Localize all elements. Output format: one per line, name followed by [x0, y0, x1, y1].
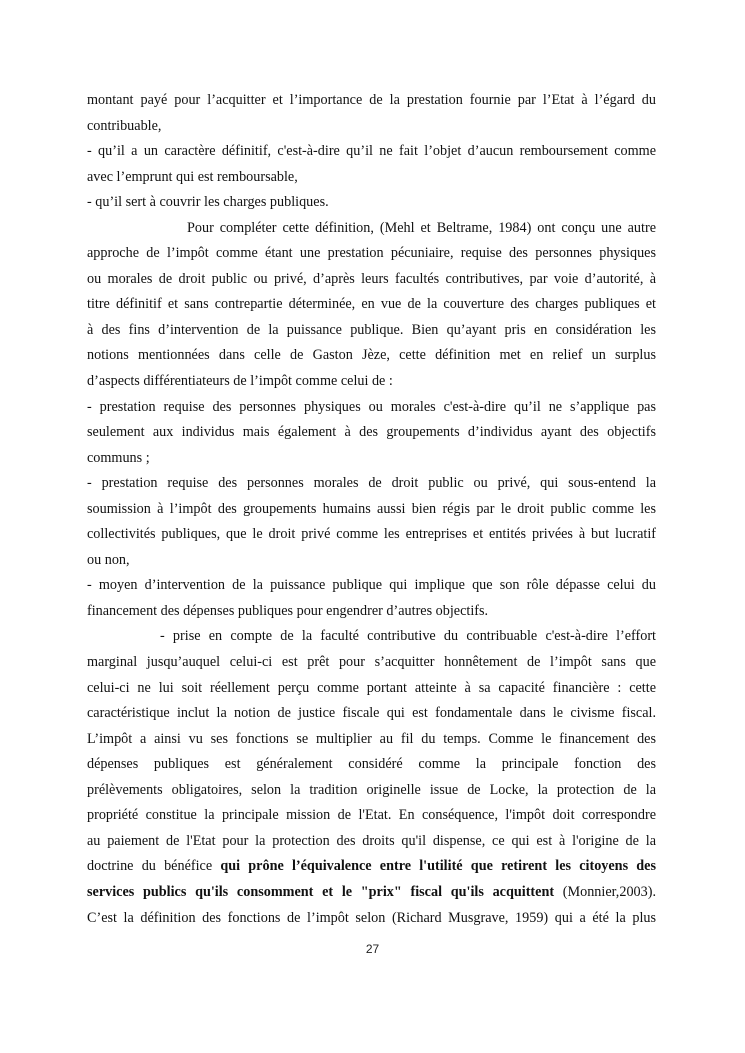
text-line	[87, 395, 656, 421]
document-body	[87, 88, 656, 931]
text-line	[87, 548, 656, 574]
text-line	[87, 114, 656, 140]
text-line	[87, 854, 656, 880]
text-line	[87, 599, 656, 625]
text-span: prélèvements obligatoires, selon la tradition originelle issue de Locke, la protection de la	[87, 781, 656, 798]
text-line	[87, 369, 656, 395]
text-line	[87, 216, 656, 242]
text-line	[87, 420, 656, 446]
text-span: ou non,	[87, 551, 130, 568]
text-line	[87, 497, 656, 523]
text-span: notions mentionnées dans celle de Gaston Jèze, cette définition met en relief un surplus	[87, 347, 656, 364]
text-span: doctrine du bénéfice	[87, 858, 221, 875]
text-line	[87, 522, 656, 548]
text-line	[87, 190, 656, 216]
text-span: (Monnier,2003).	[554, 883, 656, 900]
text-span: avec l’emprunt qui est remboursable,	[87, 168, 298, 185]
text-span: - moyen d’intervention de la puissance publique qui implique que son rôle dépasse celui du	[87, 577, 656, 594]
text-span: L’impôt a ainsi vu ses fonctions se multiplier au fil du temps. Comme le financement des	[87, 730, 656, 747]
text-span: au paiement de l'Etat pour la protection des droits qu'il dispense, ce qui est à l'origine de la	[87, 832, 656, 849]
text-line	[87, 139, 656, 165]
text-span: financement des dépenses publiques pour engendrer d’autres objectifs.	[87, 602, 489, 619]
text-line	[87, 88, 656, 114]
text-span: Pour compléter cette définition, (Mehl et Beltrame, 1984) ont conçu une autre	[187, 219, 656, 236]
text-line	[87, 573, 656, 599]
text-line	[87, 701, 656, 727]
text-span: seulement aux individus mais également à des groupements d’individus ayant des objectifs	[87, 424, 656, 441]
page-number: 27	[365, 942, 380, 956]
text-line	[87, 343, 656, 369]
text-span: contribuable,	[87, 117, 162, 134]
bold-text: qui prône l’équivalence entre l'utilité que retirent les citoyens des	[220, 858, 657, 875]
text-span: - prise en compte de la faculté contributive du contribuable c'est-à-dire l’effort	[160, 628, 656, 645]
text-line	[87, 752, 656, 778]
text-span: à des fins d’intervention de la puissance publique. Bien qu’ayant pris en considération les	[87, 321, 656, 338]
text-line	[87, 241, 656, 267]
text-span: titre définitif et sans contrepartie déterminée, en vue de la couverture des charges publiques et	[87, 296, 656, 313]
text-span: C’est la définition des fonctions de l’impôt selon (Richard Musgrave, 1959) qui a été la plus	[87, 909, 656, 926]
text-span: approche de l’impôt comme étant une prestation pécuniaire, requise des personnes physiques	[87, 245, 656, 262]
text-span: celui-ci ne lui soit réellement perçu comme portant atteinte à sa capacité financière : cette	[87, 679, 656, 696]
text-line	[87, 165, 656, 191]
text-span: marginal jusqu’auquel celui-ci est prêt pour s’acquitter honnêtement de l’impôt sans que	[87, 654, 656, 671]
text-span: - prestation requise des personnes physiques ou morales c'est-à-dire qu’il ne s’applique pas	[87, 398, 656, 415]
text-line	[87, 829, 656, 855]
text-span: caractéristique inclut la notion de justice fiscale qui est fondamentale dans le civisme fiscal.	[87, 705, 656, 722]
text-line	[87, 650, 656, 676]
text-span: collectivités publiques, que le droit privé comme les entreprises et entités privées à but lucratif	[87, 526, 656, 543]
text-line	[87, 906, 656, 932]
text-line	[87, 880, 656, 906]
text-line	[87, 727, 656, 753]
text-line	[87, 471, 656, 497]
text-span: - qu’il sert à couvrir les charges publiques.	[87, 194, 329, 211]
text-line	[87, 676, 656, 702]
text-span: dépenses publiques est généralement considéré comme la principale fonction des	[87, 756, 656, 773]
text-span: - qu’il a un caractère définitif, c'est-à-dire qu’il ne fait l’objet d’aucun remboursement comme	[87, 143, 656, 160]
text-line	[87, 292, 656, 318]
text-span: soumission à l’impôt des groupements humains aussi bien régis par le droit public comme les	[87, 500, 656, 517]
text-line	[87, 318, 656, 344]
text-line	[87, 803, 656, 829]
bold-text: services publics qu'ils consomment et le "prix" fiscal qu'ils acquittent	[87, 883, 555, 900]
text-span: - prestation requise des personnes morales de droit public ou privé, qui sous-entend la	[87, 475, 656, 492]
text-span: d’aspects différentiateurs de l’impôt comme celui de :	[87, 373, 393, 390]
text-line	[87, 778, 656, 804]
text-span: montant payé pour l’acquitter et l’importance de la prestation fournie par l’Etat à l’égard du	[87, 92, 656, 108]
text-line	[87, 624, 656, 650]
text-span: communs ;	[87, 449, 150, 466]
text-span: propriété constitue la principale mission de l'Etat. En conséquence, l'impôt doit correspondre	[87, 807, 656, 824]
text-line	[87, 446, 656, 472]
text-line	[87, 267, 656, 293]
text-span: ou morales de droit public ou privé, d’après leurs facultés contributives, par voie d’autorité, à	[87, 270, 656, 287]
